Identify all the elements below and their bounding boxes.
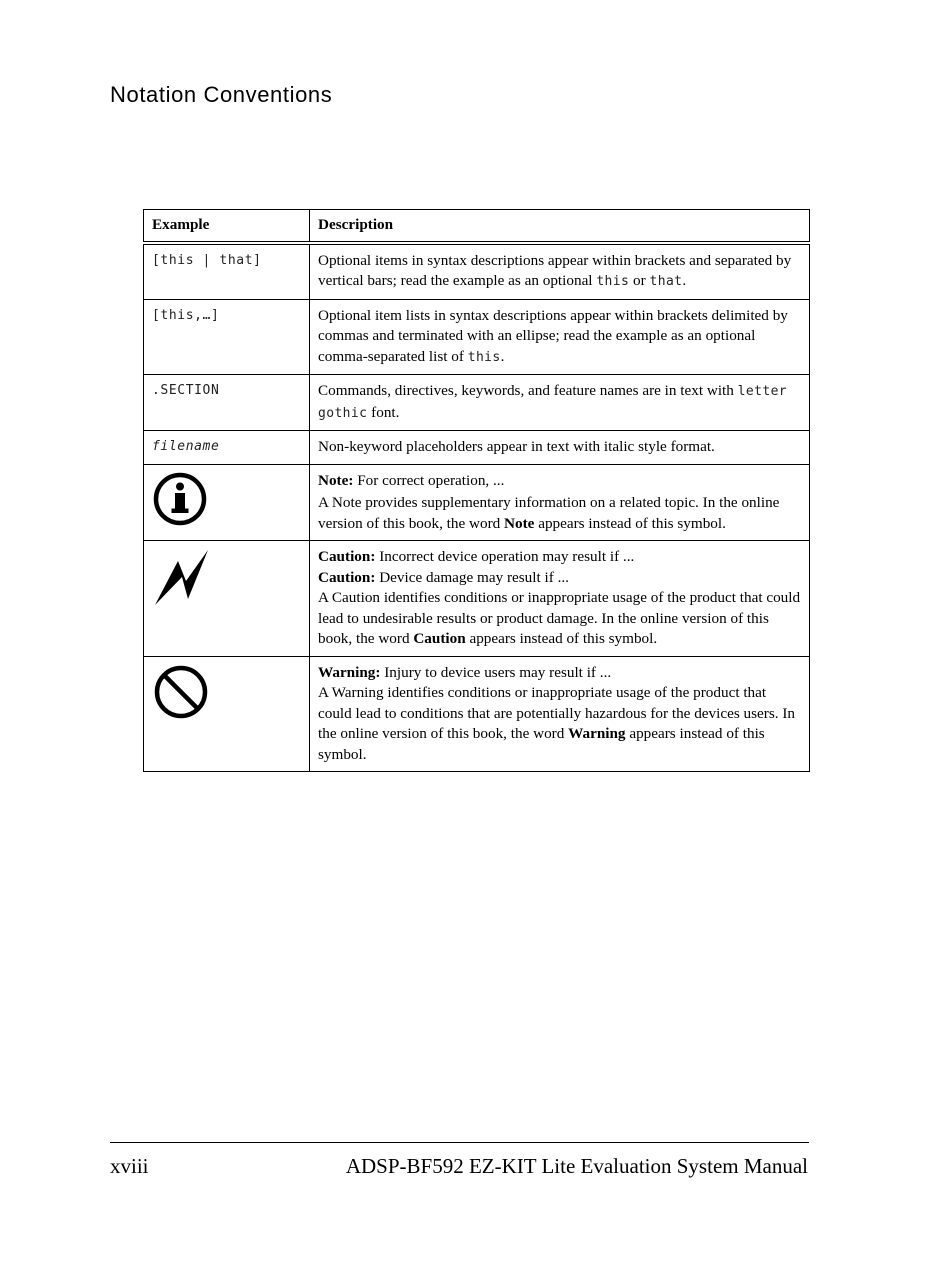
note-body-text: appears instead of this symbol. [534,514,726,532]
table-row [144,299,810,375]
description-text: Optional items in syntax descriptions appear within brackets and separated by vertical bars; read the example as an optional [318,251,792,289]
warning-body-text: appears instead of this symbol. [318,725,765,763]
example-cell: [this | that] [144,243,310,300]
caution-lead-text: Incorrect device operation may result if ... [375,548,635,565]
code-text: letter gothic [318,384,788,421]
warning-description-cell [310,656,810,772]
warning-label: Warning: [318,663,381,681]
manual-title: ADSP-BF592 EZ-KIT Lite Evaluation System Manual [345,1154,808,1178]
note-lead-text: For correct operation, ... [353,471,505,489]
caution-lead-text: Device damage may result if ... [375,568,569,586]
description-text: Optional item lists in syntax descriptions appear within brackets delimited by commas and terminated with an ellipse; read the example as an optional comma-separated list of [318,306,788,365]
note-description-cell [310,464,810,541]
description-cell [310,299,810,375]
table-row [144,375,810,431]
note-icon-cell [144,464,310,541]
warning-icon-cell [144,656,310,772]
example-cell: [this,…] [144,299,310,375]
footer-divider [110,1142,809,1143]
code-text: this [596,274,630,289]
table-header-row [144,210,810,243]
warning-body-text: A Warning identifies conditions or inappropriate usage of the product that could lead to conditions that are potentially hazardous for the devices users. In the online version of this book, the word [318,684,795,742]
lightning-icon [152,547,212,614]
caution-label: Caution: [318,568,376,586]
example-cell: filename [144,431,310,465]
page-title: Notation Conventions [110,82,333,107]
warning-word: Warning [568,725,626,742]
caution-icon-cell [144,541,310,657]
caution-label: Caution: [318,548,376,565]
caution-body-text: A Caution identifies conditions or inappropriate usage of the product that could lead to undesirable results or product damage. In the online version of this book, the word [318,589,801,647]
warning-row [144,656,810,772]
description-cell: Non-keyword placeholders appear in text with italic style format. [310,431,810,465]
prohibited-icon [152,663,210,728]
note-row [144,464,810,541]
caution-body-text: appears instead of this symbol. [465,630,658,647]
info-icon [152,471,208,534]
caution-row [144,541,810,657]
table-row [144,431,810,465]
description-text: font. [367,403,400,421]
example-cell: .SECTION [144,375,310,431]
table-row [144,243,810,300]
column-header-example: Example [144,210,310,243]
description-text: . [500,347,505,365]
description-cell [310,375,810,431]
notation-table [143,209,810,772]
note-label: Note: [318,471,354,489]
description-text: or [629,272,650,289]
caution-description-cell [310,541,810,657]
note-body-text: A Note provides supplementary information on a related topic. In the online version of this book, the word [318,494,780,532]
page-number: xviii [110,1154,149,1178]
description-cell [310,243,810,300]
caution-word: Caution [413,630,466,647]
description-text: Commands, directives, keywords, and feature names are in text with [318,382,738,399]
warning-lead-text: Injury to device users may result if ... [380,663,612,681]
code-text: that [649,274,683,289]
code-text: this [467,349,501,365]
column-header-description: Description [310,210,810,243]
description-text: . [682,272,687,289]
note-word: Note [504,514,535,532]
